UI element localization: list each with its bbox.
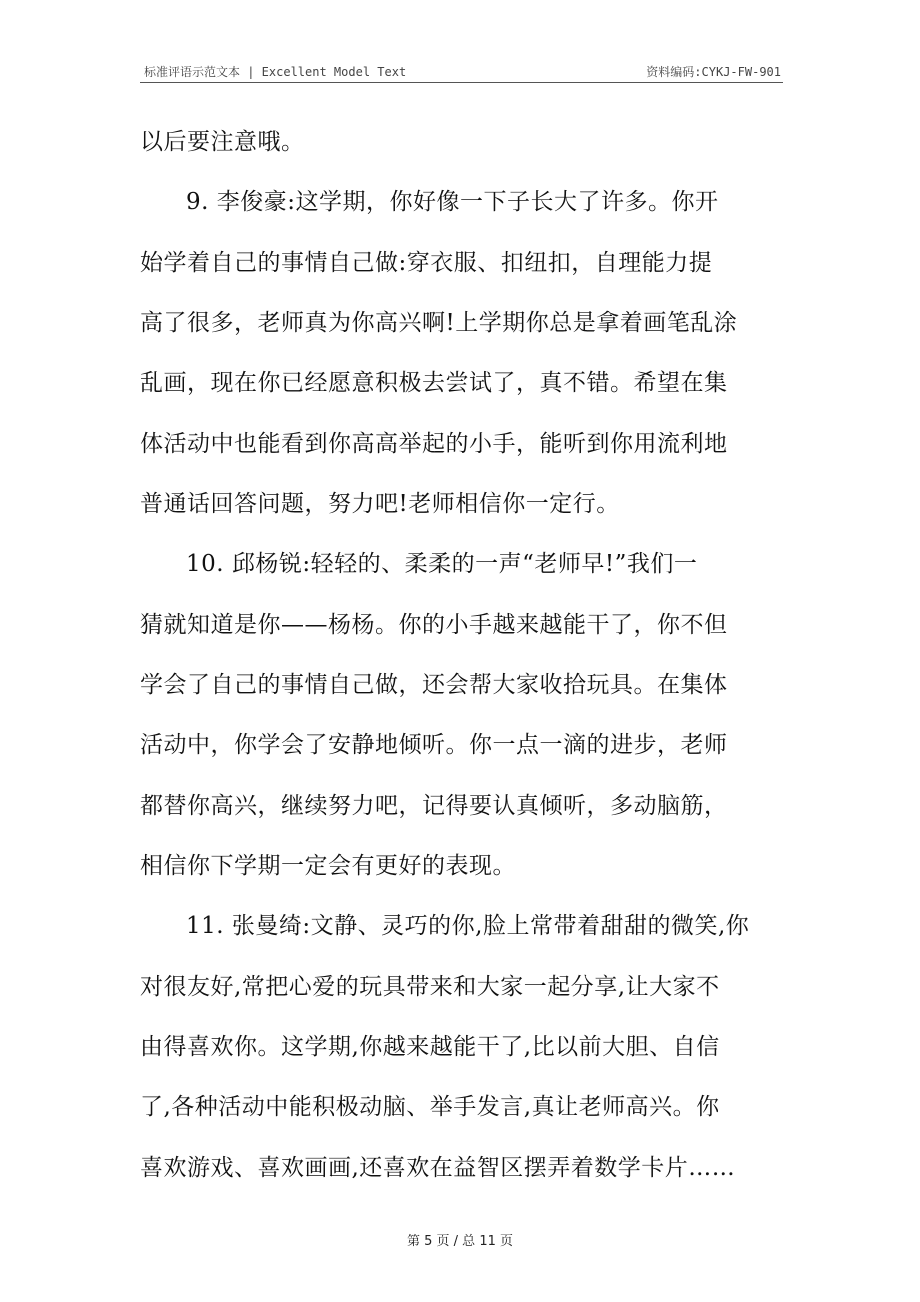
text-line: 活动中，你学会了安静地倾听。你一点一滴的进步，老师 (140, 732, 728, 758)
text-line: 始学着自己的事情自己做:穿衣服、扣纽扣，自理能力提 (140, 250, 713, 276)
text-line: 以后要注意哦。 (140, 129, 305, 155)
paragraph-9-start: 9. 李俊豪:这学期，你好像一下子长大了许多。你开 (186, 189, 719, 215)
header-document-code: 资料编码:CYKJ-FW-901 (646, 65, 781, 79)
text-line: 都替你高兴，继续努力吧，记得要认真倾听，多动脑筋， (140, 793, 728, 819)
header-title: 标准评语示范文本 | Excellent Model Text (144, 65, 407, 79)
text-line: 高了很多，老师真为你高兴啊!上学期你总是拿着画笔乱涂 (140, 310, 738, 336)
text-line: 体活动中也能看到你高高举起的小手，能听到你用流利地 (140, 431, 728, 457)
page-number: 第 5 页 / 总 11 页 (407, 1234, 513, 1249)
text-line: 学会了自己的事情自己做，还会帮大家收拾玩具。在集体 (140, 672, 728, 698)
page-header (140, 62, 783, 83)
text-line: 普通话回答问题，努力吧!老师相信你一定行。 (140, 491, 620, 517)
text-line: 喜欢游戏、喜欢画画,还喜欢在益智区摆弄着数学卡片…… (140, 1155, 736, 1181)
text-line: 由得喜欢你。这学期,你越来越能干了,比以前大胆、自信 (140, 1034, 720, 1060)
text-line: 了,各种活动中能积极动脑、举手发言,真让老师高兴。你 (140, 1094, 720, 1120)
text-line: 乱画，现在你已经愿意积极去尝试了，真不错。希望在集 (140, 370, 728, 396)
paragraph-11-start: 11. 张曼绮:文静、灵巧的你,脸上常带着甜甜的微笑,你 (186, 913, 750, 939)
text-line: 对很友好,常把心爱的玩具带来和大家一起分享,让大家不 (140, 974, 720, 1000)
text-line: 猜就知道是你——杨杨。你的小手越来越能干了，你不但 (140, 612, 728, 638)
paragraph-10-start: 10. 邱杨锐:轻轻的、柔柔的一声“老师早!”我们一 (186, 551, 698, 577)
text-line: 相信你下学期一定会有更好的表现。 (140, 853, 516, 879)
